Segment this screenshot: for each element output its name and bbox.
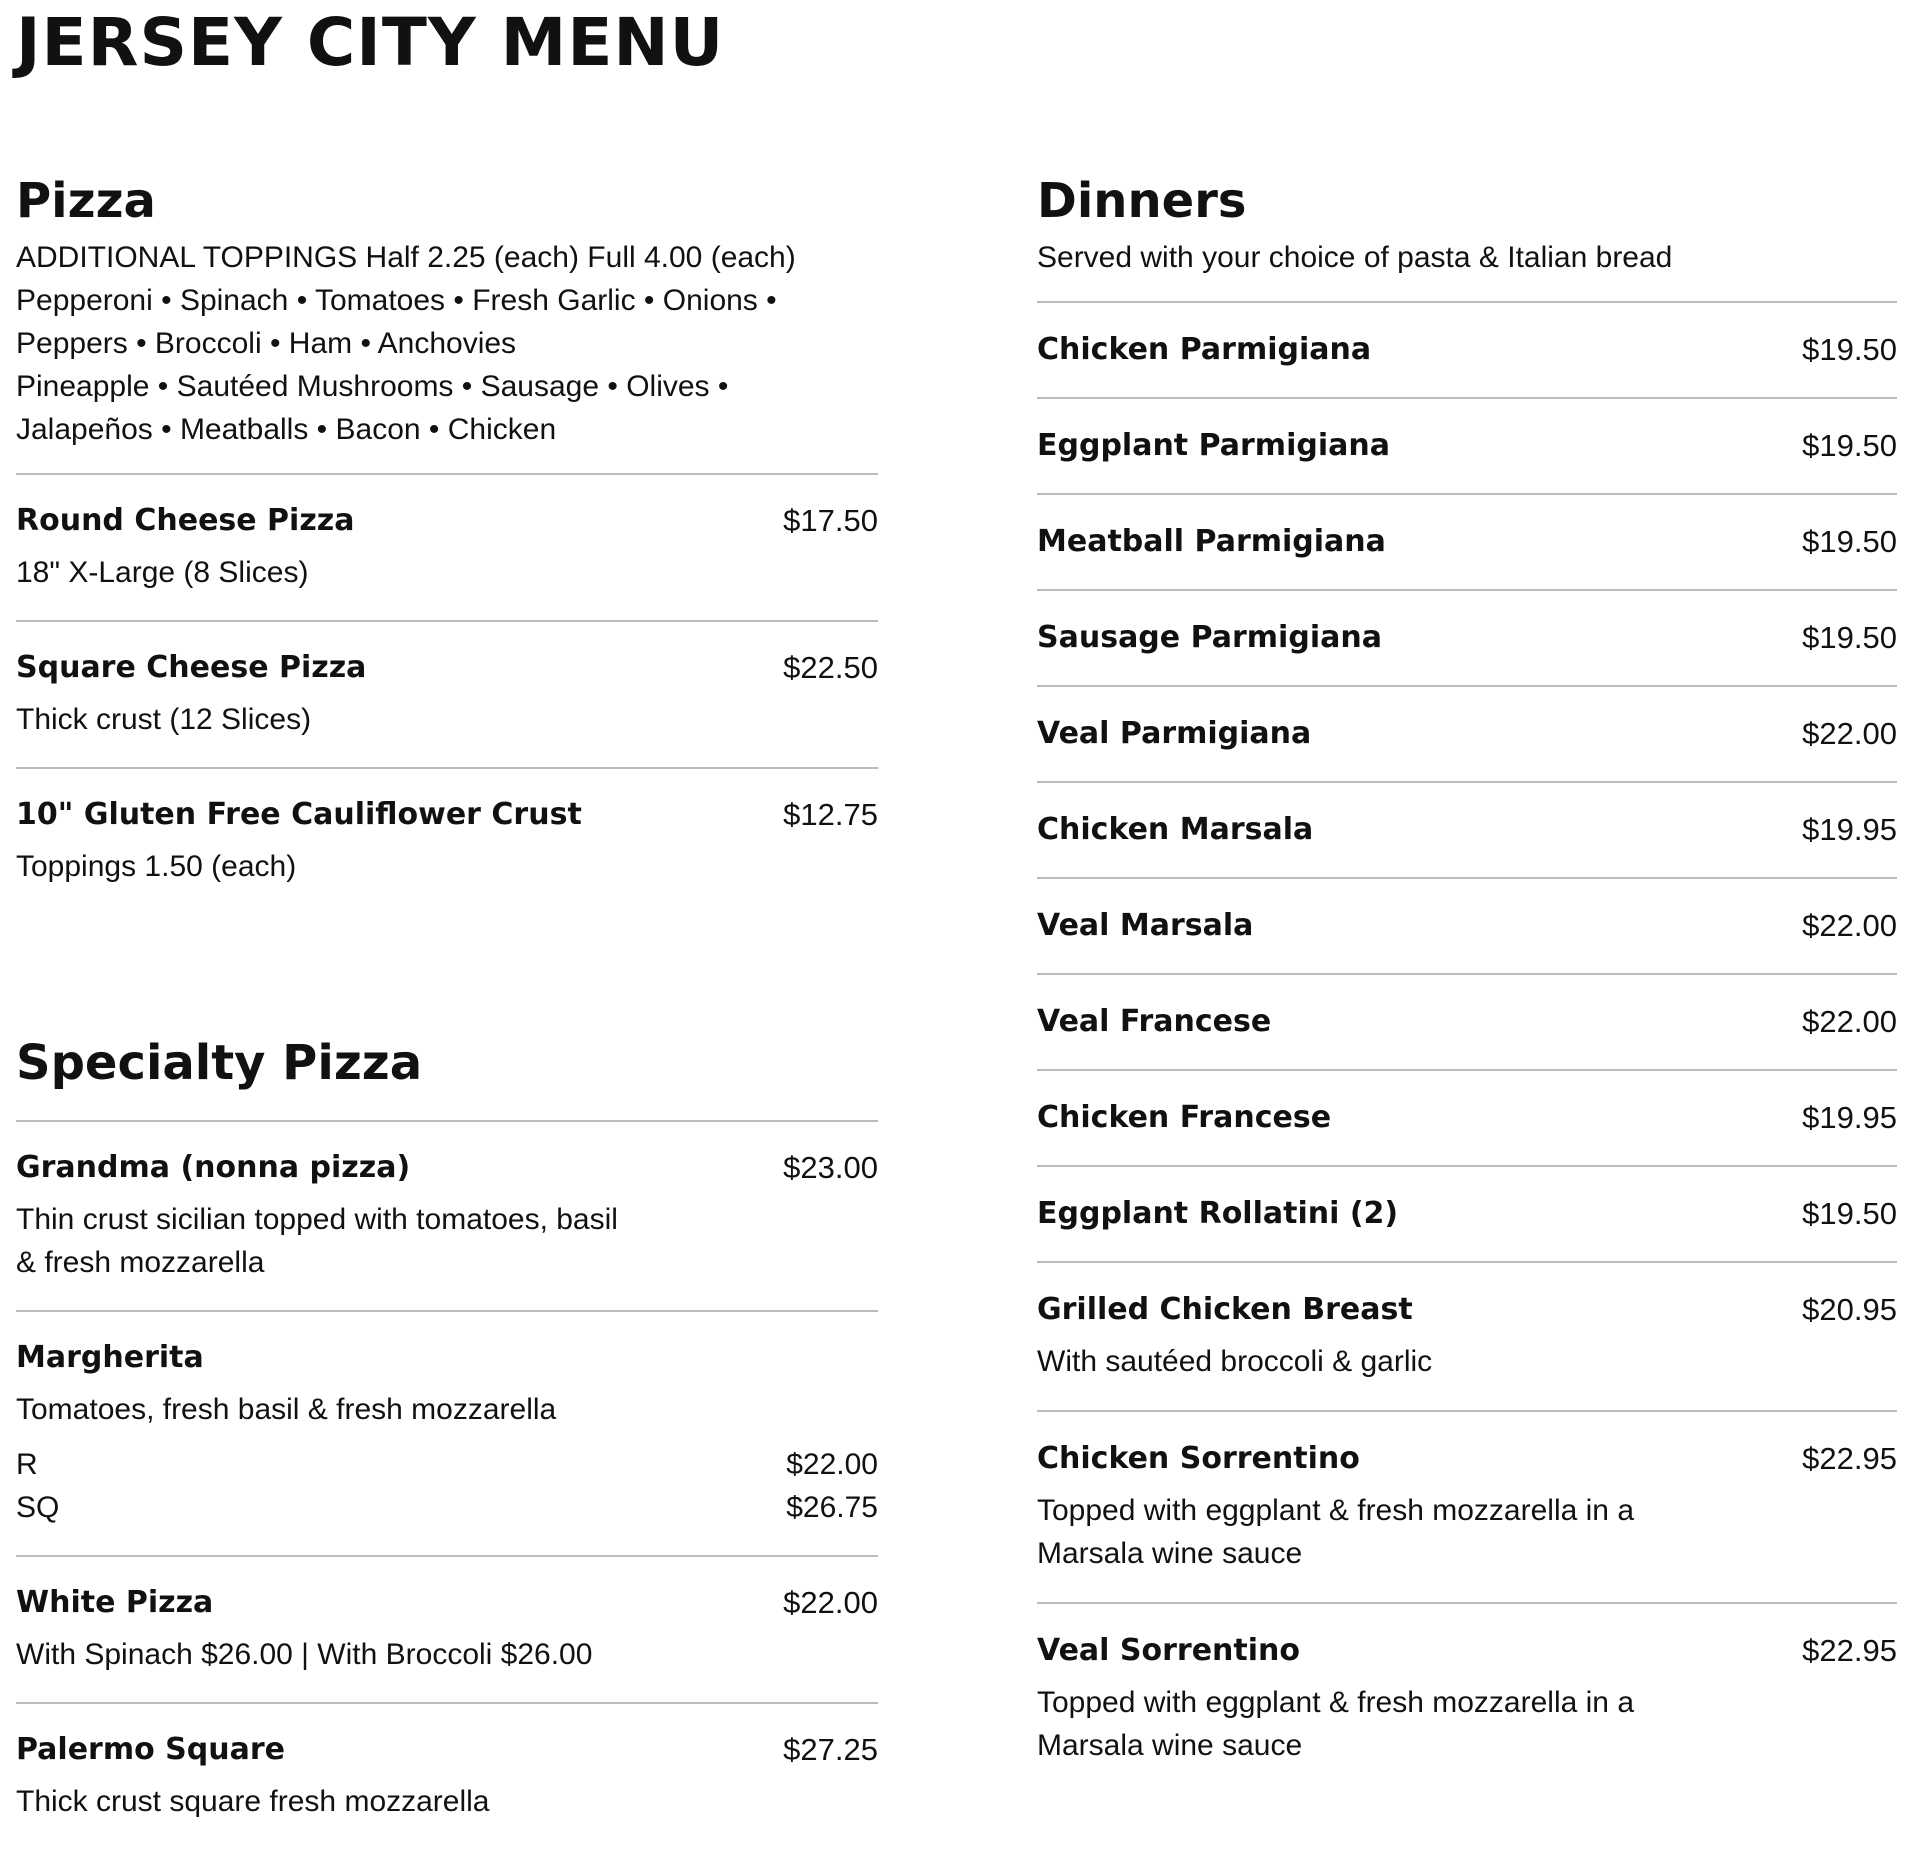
item-description: Tomatoes, fresh basil & fresh mozzarella bbox=[16, 1393, 557, 1426]
item-price: $19.95 bbox=[1802, 1100, 1897, 1135]
item-description: With Spinach $26.00 | With Broccoli $26.00 bbox=[16, 1638, 593, 1671]
item-price: $22.00 bbox=[1802, 716, 1897, 751]
item-description: Toppings 1.50 (each) bbox=[16, 850, 297, 883]
pizza-menu-list bbox=[16, 473, 878, 914]
toppings-row: Pepperoni • Spinach • Tomatoes • Fresh Garlic • Onions • bbox=[16, 284, 777, 317]
menu-item bbox=[16, 1704, 878, 1849]
item-name: Veal Parmigiana bbox=[1037, 716, 1312, 751]
item-name: 10" Gluten Free Cauliflower Crust bbox=[16, 797, 582, 832]
toppings-list bbox=[16, 279, 878, 451]
item-description: Thick crust square fresh mozzarella bbox=[16, 1785, 490, 1818]
size-price: $26.75 bbox=[786, 1491, 878, 1524]
item-name: Grandma (nonna pizza) bbox=[16, 1150, 411, 1185]
toppings-price-line: ADDITIONAL TOPPINGS Half 2.25 (each) Full 4.00 (each) bbox=[16, 241, 796, 274]
menu-item bbox=[1037, 879, 1897, 975]
item-description: 18" X-Large (8 Slices) bbox=[16, 556, 309, 589]
menu-item bbox=[1037, 591, 1897, 687]
item-description: Topped with eggplant & fresh mozzarella in a Marsala wine sauce bbox=[1037, 1686, 1635, 1762]
menu-item bbox=[16, 622, 878, 769]
item-name: Grilled Chicken Breast bbox=[1037, 1292, 1413, 1327]
menu-item bbox=[16, 1557, 878, 1704]
menu-item bbox=[1037, 687, 1897, 783]
item-price: $23.00 bbox=[783, 1150, 878, 1185]
right-column bbox=[1037, 170, 1897, 1794]
item-name: White Pizza bbox=[16, 1585, 214, 1620]
menu-item bbox=[16, 1122, 878, 1312]
item-name: Sausage Parmigiana bbox=[1037, 620, 1382, 655]
item-price: $19.95 bbox=[1802, 812, 1897, 847]
toppings-info bbox=[16, 236, 878, 473]
item-name: Chicken Parmigiana bbox=[1037, 332, 1372, 367]
section-title-pizza: Pizza bbox=[16, 173, 156, 229]
item-name: Veal Francese bbox=[1037, 1004, 1272, 1039]
size-options bbox=[16, 1443, 878, 1529]
section-spacer bbox=[16, 914, 878, 1032]
size-price: $22.00 bbox=[786, 1448, 878, 1481]
item-name: Chicken Sorrentino bbox=[1037, 1441, 1360, 1476]
specialty-pizza-section bbox=[16, 1032, 878, 1849]
menu-item bbox=[1037, 303, 1897, 399]
item-price: $22.95 bbox=[1802, 1441, 1897, 1476]
menu-item bbox=[1037, 1167, 1897, 1263]
item-name: Palermo Square bbox=[16, 1732, 285, 1767]
item-name: Chicken Marsala bbox=[1037, 812, 1314, 847]
menu-item bbox=[16, 1312, 878, 1557]
menu-item bbox=[16, 475, 878, 622]
item-price: $20.95 bbox=[1802, 1292, 1897, 1327]
menu-item bbox=[1037, 1412, 1897, 1604]
size-row bbox=[16, 1486, 878, 1529]
item-name: Eggplant Rollatini (2) bbox=[1037, 1196, 1399, 1231]
specialty-menu-list bbox=[16, 1120, 878, 1849]
item-name: Margherita bbox=[16, 1340, 204, 1375]
menu-item bbox=[1037, 1604, 1897, 1794]
item-name: Veal Sorrentino bbox=[1037, 1633, 1300, 1668]
item-price: $27.25 bbox=[783, 1732, 878, 1767]
section-title-dinners: Dinners bbox=[1037, 173, 1247, 229]
item-description: With sautéed broccoli & garlic bbox=[1037, 1345, 1433, 1378]
pizza-section bbox=[16, 170, 878, 914]
size-row bbox=[16, 1443, 878, 1486]
menu-item bbox=[1037, 1263, 1897, 1412]
item-description: Thick crust (12 Slices) bbox=[16, 703, 312, 736]
size-label: R bbox=[16, 1448, 38, 1481]
size-label: SQ bbox=[16, 1491, 60, 1524]
dinners-menu-list bbox=[1037, 301, 1897, 1794]
item-price: $22.50 bbox=[783, 650, 878, 685]
item-name: Eggplant Parmigiana bbox=[1037, 428, 1390, 463]
item-price: $22.00 bbox=[1802, 908, 1897, 943]
item-price: $22.95 bbox=[1802, 1633, 1897, 1668]
item-description: Thin crust sicilian topped with tomatoes, basil & fresh mozzarella bbox=[16, 1203, 618, 1279]
toppings-row: Peppers • Broccoli • Ham • Anchovies bbox=[16, 327, 517, 360]
page-title: JERSEY CITY MENU bbox=[16, 4, 725, 81]
item-price: $19.50 bbox=[1802, 1196, 1897, 1231]
item-name: Veal Marsala bbox=[1037, 908, 1254, 943]
item-description: Topped with eggplant & fresh mozzarella in a Marsala wine sauce bbox=[1037, 1494, 1635, 1570]
item-price: $19.50 bbox=[1802, 332, 1897, 367]
item-name: Round Cheese Pizza bbox=[16, 503, 355, 538]
item-price: $12.75 bbox=[783, 797, 878, 832]
menu-item bbox=[16, 769, 878, 914]
menu-item bbox=[1037, 975, 1897, 1071]
toppings-row: Jalapeños • Meatballs • Bacon • Chicken bbox=[16, 413, 557, 446]
toppings-row: Pineapple • Sautéed Mushrooms • Sausage • Olives • bbox=[16, 370, 729, 403]
item-price: $19.50 bbox=[1802, 524, 1897, 559]
dinners-note: Served with your choice of pasta & Italian bread bbox=[1037, 241, 1673, 274]
item-name: Square Cheese Pizza bbox=[16, 650, 367, 685]
section-title-specialty-pizza: Specialty Pizza bbox=[16, 1035, 423, 1091]
menu-item bbox=[1037, 495, 1897, 591]
item-name: Chicken Francese bbox=[1037, 1100, 1332, 1135]
item-price: $22.00 bbox=[1802, 1004, 1897, 1039]
left-column bbox=[16, 170, 878, 1849]
item-name: Meatball Parmigiana bbox=[1037, 524, 1386, 559]
dinners-section bbox=[1037, 170, 1897, 1794]
menu-item bbox=[1037, 399, 1897, 495]
menu-item bbox=[1037, 1071, 1897, 1167]
item-price: $19.50 bbox=[1802, 428, 1897, 463]
item-price: $19.50 bbox=[1802, 620, 1897, 655]
item-price: $22.00 bbox=[783, 1585, 878, 1620]
item-price: $17.50 bbox=[783, 503, 878, 538]
menu-item bbox=[1037, 783, 1897, 879]
